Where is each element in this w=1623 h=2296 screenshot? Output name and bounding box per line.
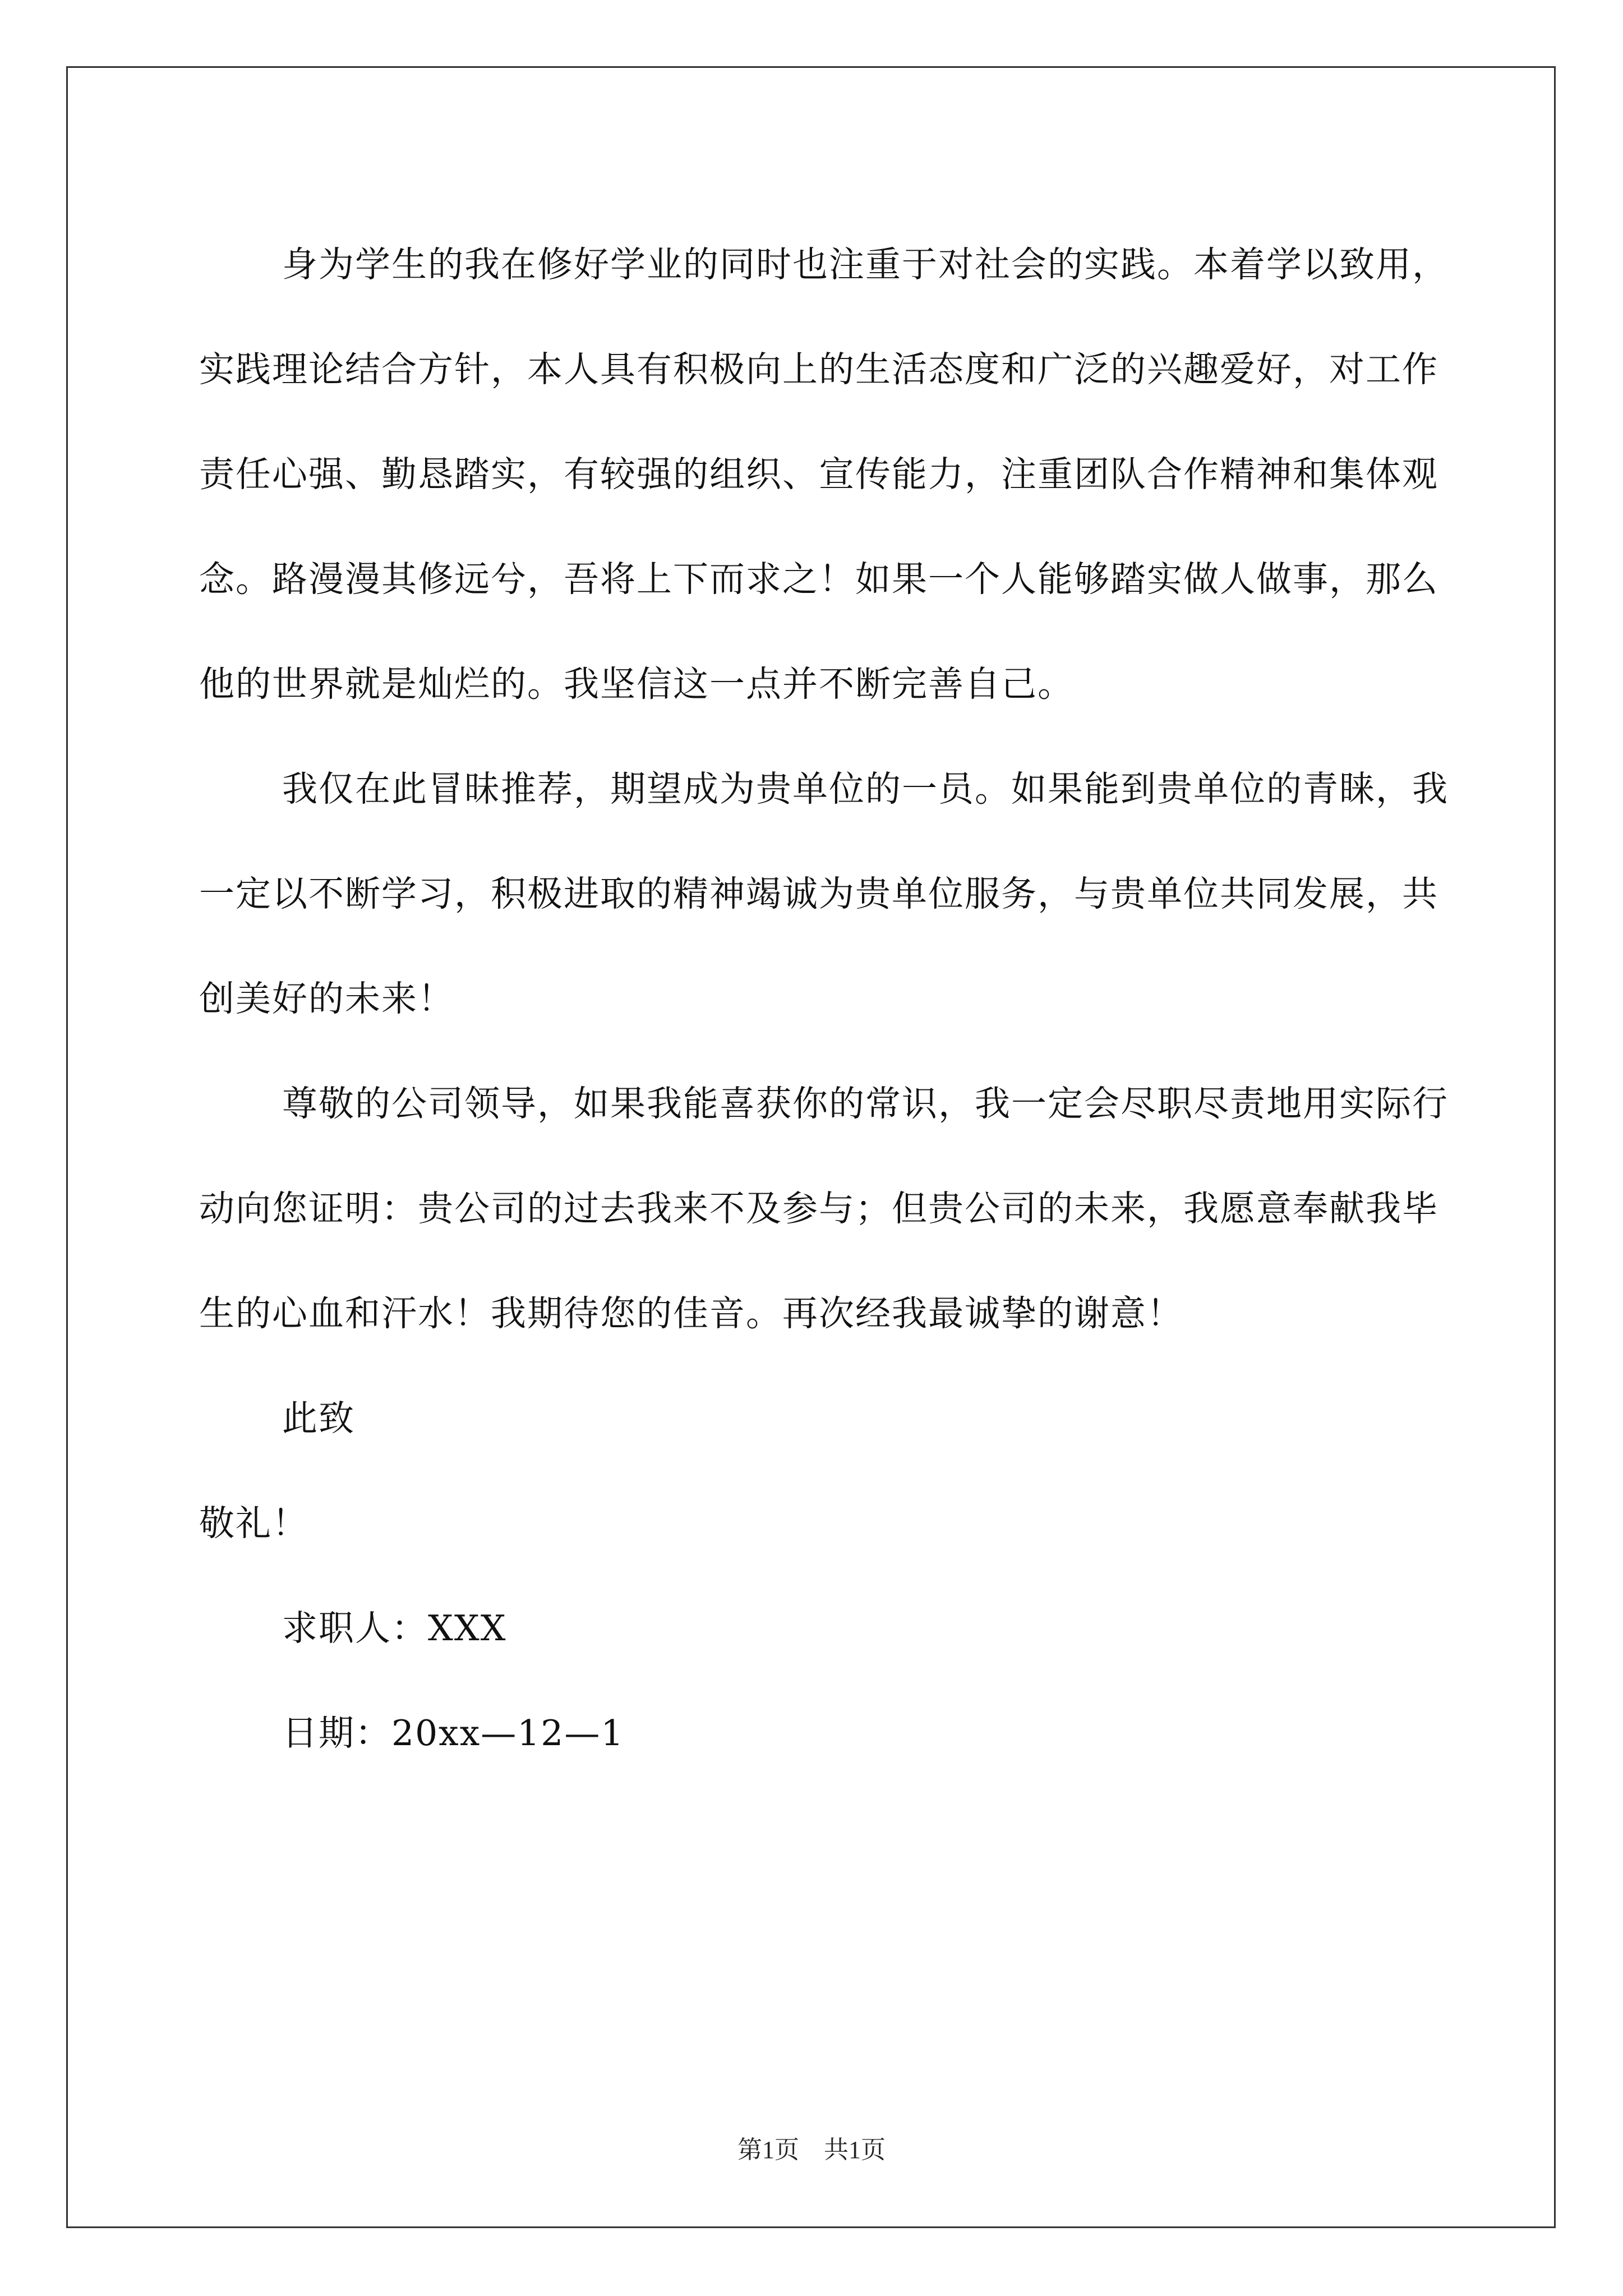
closing-salute: 敬礼！ <box>199 1503 308 1544</box>
letter-date: 日期：20xx—12—1 <box>282 1713 625 1754</box>
page-number-footer: 第1页 共1页 <box>737 2136 886 2164</box>
paragraph-closing-statement: 尊敬的公司领导，如果我能喜获你的常识，我一定会尽职尽责地用实际行动向您证明：贵公司的过去我来不及参与；但贵公司的未来，我愿意奉献我毕生的心血和汗水！我期待您的佳音。再次经我最诚挚的谢意！ <box>199 1083 1449 1334</box>
paragraph-self-introduction: 身为学生的我在修好学业的同时也注重于对社会的实践。本着学以致用，实践理论结合方针，本人具有积极向上的生活态度和广泛的兴趣爱好，对工作责任心强、勤恳踏实，有较强的组织、宣传能力，注重团队合作精神和集体观念。路漫漫其修远兮，吾将上下而求之！如果一个人能够踏实做人做事，那么他的世界就是灿烂的。我坚信这一点并不断完善自己。 <box>199 244 1449 705</box>
closing-greeting: 此致 <box>282 1398 355 1439</box>
letter-body <box>199 212 1451 1786</box>
paragraph-recommendation: 我仅在此冒昧推荐，期望成为贵单位的一员。如果能到贵单位的青睐，我一定以不断学习，积极进取的精神竭诚为贵单位服务，与贵单位共同发展，共创美好的未来！ <box>199 769 1449 1019</box>
applicant-signature: 求职人：XXX <box>282 1608 507 1649</box>
